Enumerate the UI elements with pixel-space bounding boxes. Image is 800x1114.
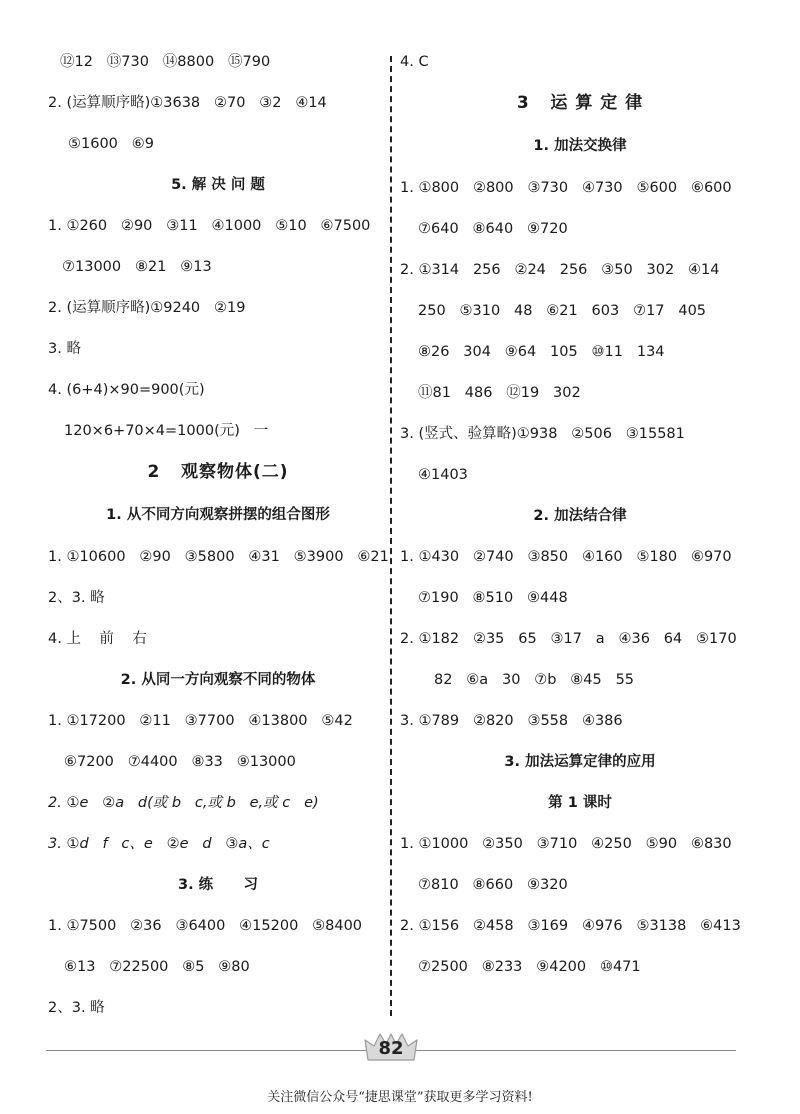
answer-line: 3. ①d f c、e ②e d ③a、c bbox=[48, 836, 270, 852]
footer-note: 关注微信公众号“捷思课堂”获取更多学习资料! bbox=[267, 1090, 533, 1105]
section-heading: 1. 从不同方向观察拼摆的组合图形 bbox=[106, 507, 330, 523]
answer-line: ⑥7200 ⑦4400 ⑧33 ⑨13000 bbox=[64, 754, 296, 770]
answer-line: ④1403 bbox=[418, 467, 468, 483]
answer-line: 1. ①430 ②740 ③850 ④160 ⑤180 ⑥970 bbox=[400, 549, 732, 565]
answer-line: ⑫12 ⑬730 ⑭8800 ⑮790 bbox=[60, 54, 271, 70]
page-number: 82 bbox=[378, 1037, 404, 1059]
answer-line: 3. ①789 ②820 ③558 ④386 bbox=[400, 713, 623, 729]
answer-line: 4. (6+4)×90=900(元) bbox=[48, 382, 205, 398]
answer-line: 3. (竖式、验算略)①938 ②506 ③15581 bbox=[400, 426, 685, 442]
section-heading: 5. 解 决 问 题 bbox=[171, 177, 265, 193]
answer-line: ⑥13 ⑦22500 ⑧5 ⑨80 bbox=[64, 959, 250, 975]
answer-line: ⑪81 486 ⑫19 302 bbox=[418, 385, 581, 401]
answer-line: 2. ①314 256 ②24 256 ③50 302 ④14 bbox=[400, 262, 720, 278]
answer-line: ⑦640 ⑧640 ⑨720 bbox=[418, 221, 568, 237]
section-heading: 3. 练 习 bbox=[178, 877, 258, 893]
answer-line: 2、3. 略 bbox=[48, 590, 105, 606]
answer-line: 3. 略 bbox=[48, 341, 81, 357]
answer-line: 1. ①800 ②800 ③730 ④730 ⑤600 ⑥600 bbox=[400, 180, 732, 196]
section-heading: 1. 加法交换律 bbox=[533, 138, 627, 154]
answer-line: 4. C bbox=[400, 54, 429, 70]
answer-line: 82 ⑥a 30 ⑦b ⑧45 55 bbox=[434, 672, 635, 688]
answer-line: ⑦2500 ⑧233 ⑨4200 ⑩471 bbox=[418, 959, 641, 975]
answer-line: 2. ①156 ②458 ③169 ④976 ⑤3138 ⑥413 bbox=[400, 918, 741, 934]
answer-line: ⑦810 ⑧660 ⑨320 bbox=[418, 877, 568, 893]
page-number-badge bbox=[362, 1030, 420, 1066]
answer-line: 2、3. 略 bbox=[48, 1000, 105, 1016]
answer-line: 1. ①17200 ②11 ③7700 ④13800 ⑤42 bbox=[48, 713, 353, 729]
section-heading: 2. 加法结合律 bbox=[533, 508, 627, 524]
answer-line: 2. (运算顺序略)①9240 ②19 bbox=[48, 300, 246, 316]
answer-line: ⑦190 ⑧510 ⑨448 bbox=[418, 590, 568, 606]
column-divider bbox=[390, 56, 392, 1016]
answer-line: 120×6+70×4=1000(元) 一 bbox=[64, 423, 269, 439]
answer-line: 2. (运算顺序略)①3638 ②70 ③2 ④14 bbox=[48, 95, 327, 111]
answer-line: 2. ①182 ②35 65 ③17 a ④36 64 ⑤170 bbox=[400, 631, 737, 647]
answer-line: 1. ①7500 ②36 ③6400 ④15200 ⑤8400 bbox=[48, 918, 363, 934]
chapter-heading: 2 观察物体(二) bbox=[147, 462, 289, 482]
section-heading: 3. 加法运算定律的应用 bbox=[504, 754, 656, 770]
answer-line: 2. ①e ②a d(或 b c,或 b e,或 c e) bbox=[48, 795, 319, 811]
chapter-heading: 3 运 算 定 律 bbox=[516, 93, 644, 113]
answer-line: 1. ①10600 ②90 ③5800 ④31 ⑤3900 ⑥21 bbox=[48, 549, 389, 565]
answer-line: ⑦13000 ⑧21 ⑨13 bbox=[62, 259, 212, 275]
lesson-heading: 第 1 课时 bbox=[548, 795, 612, 811]
section-heading: 2. 从同一方向观察不同的物体 bbox=[120, 672, 316, 688]
answer-line: 4. 上 前 右 bbox=[48, 631, 147, 647]
answer-line: ⑤1600 ⑥9 bbox=[68, 136, 154, 152]
answer-line: 250 ⑤310 48 ⑥21 603 ⑦17 405 bbox=[418, 303, 707, 319]
answer-line: 1. ①260 ②90 ③11 ④1000 ⑤10 ⑥7500 bbox=[48, 218, 371, 234]
answer-line: ⑧26 304 ⑨64 105 ⑩11 134 bbox=[418, 344, 665, 360]
answer-line: 1. ①1000 ②350 ③710 ④250 ⑤90 ⑥830 bbox=[400, 836, 732, 852]
